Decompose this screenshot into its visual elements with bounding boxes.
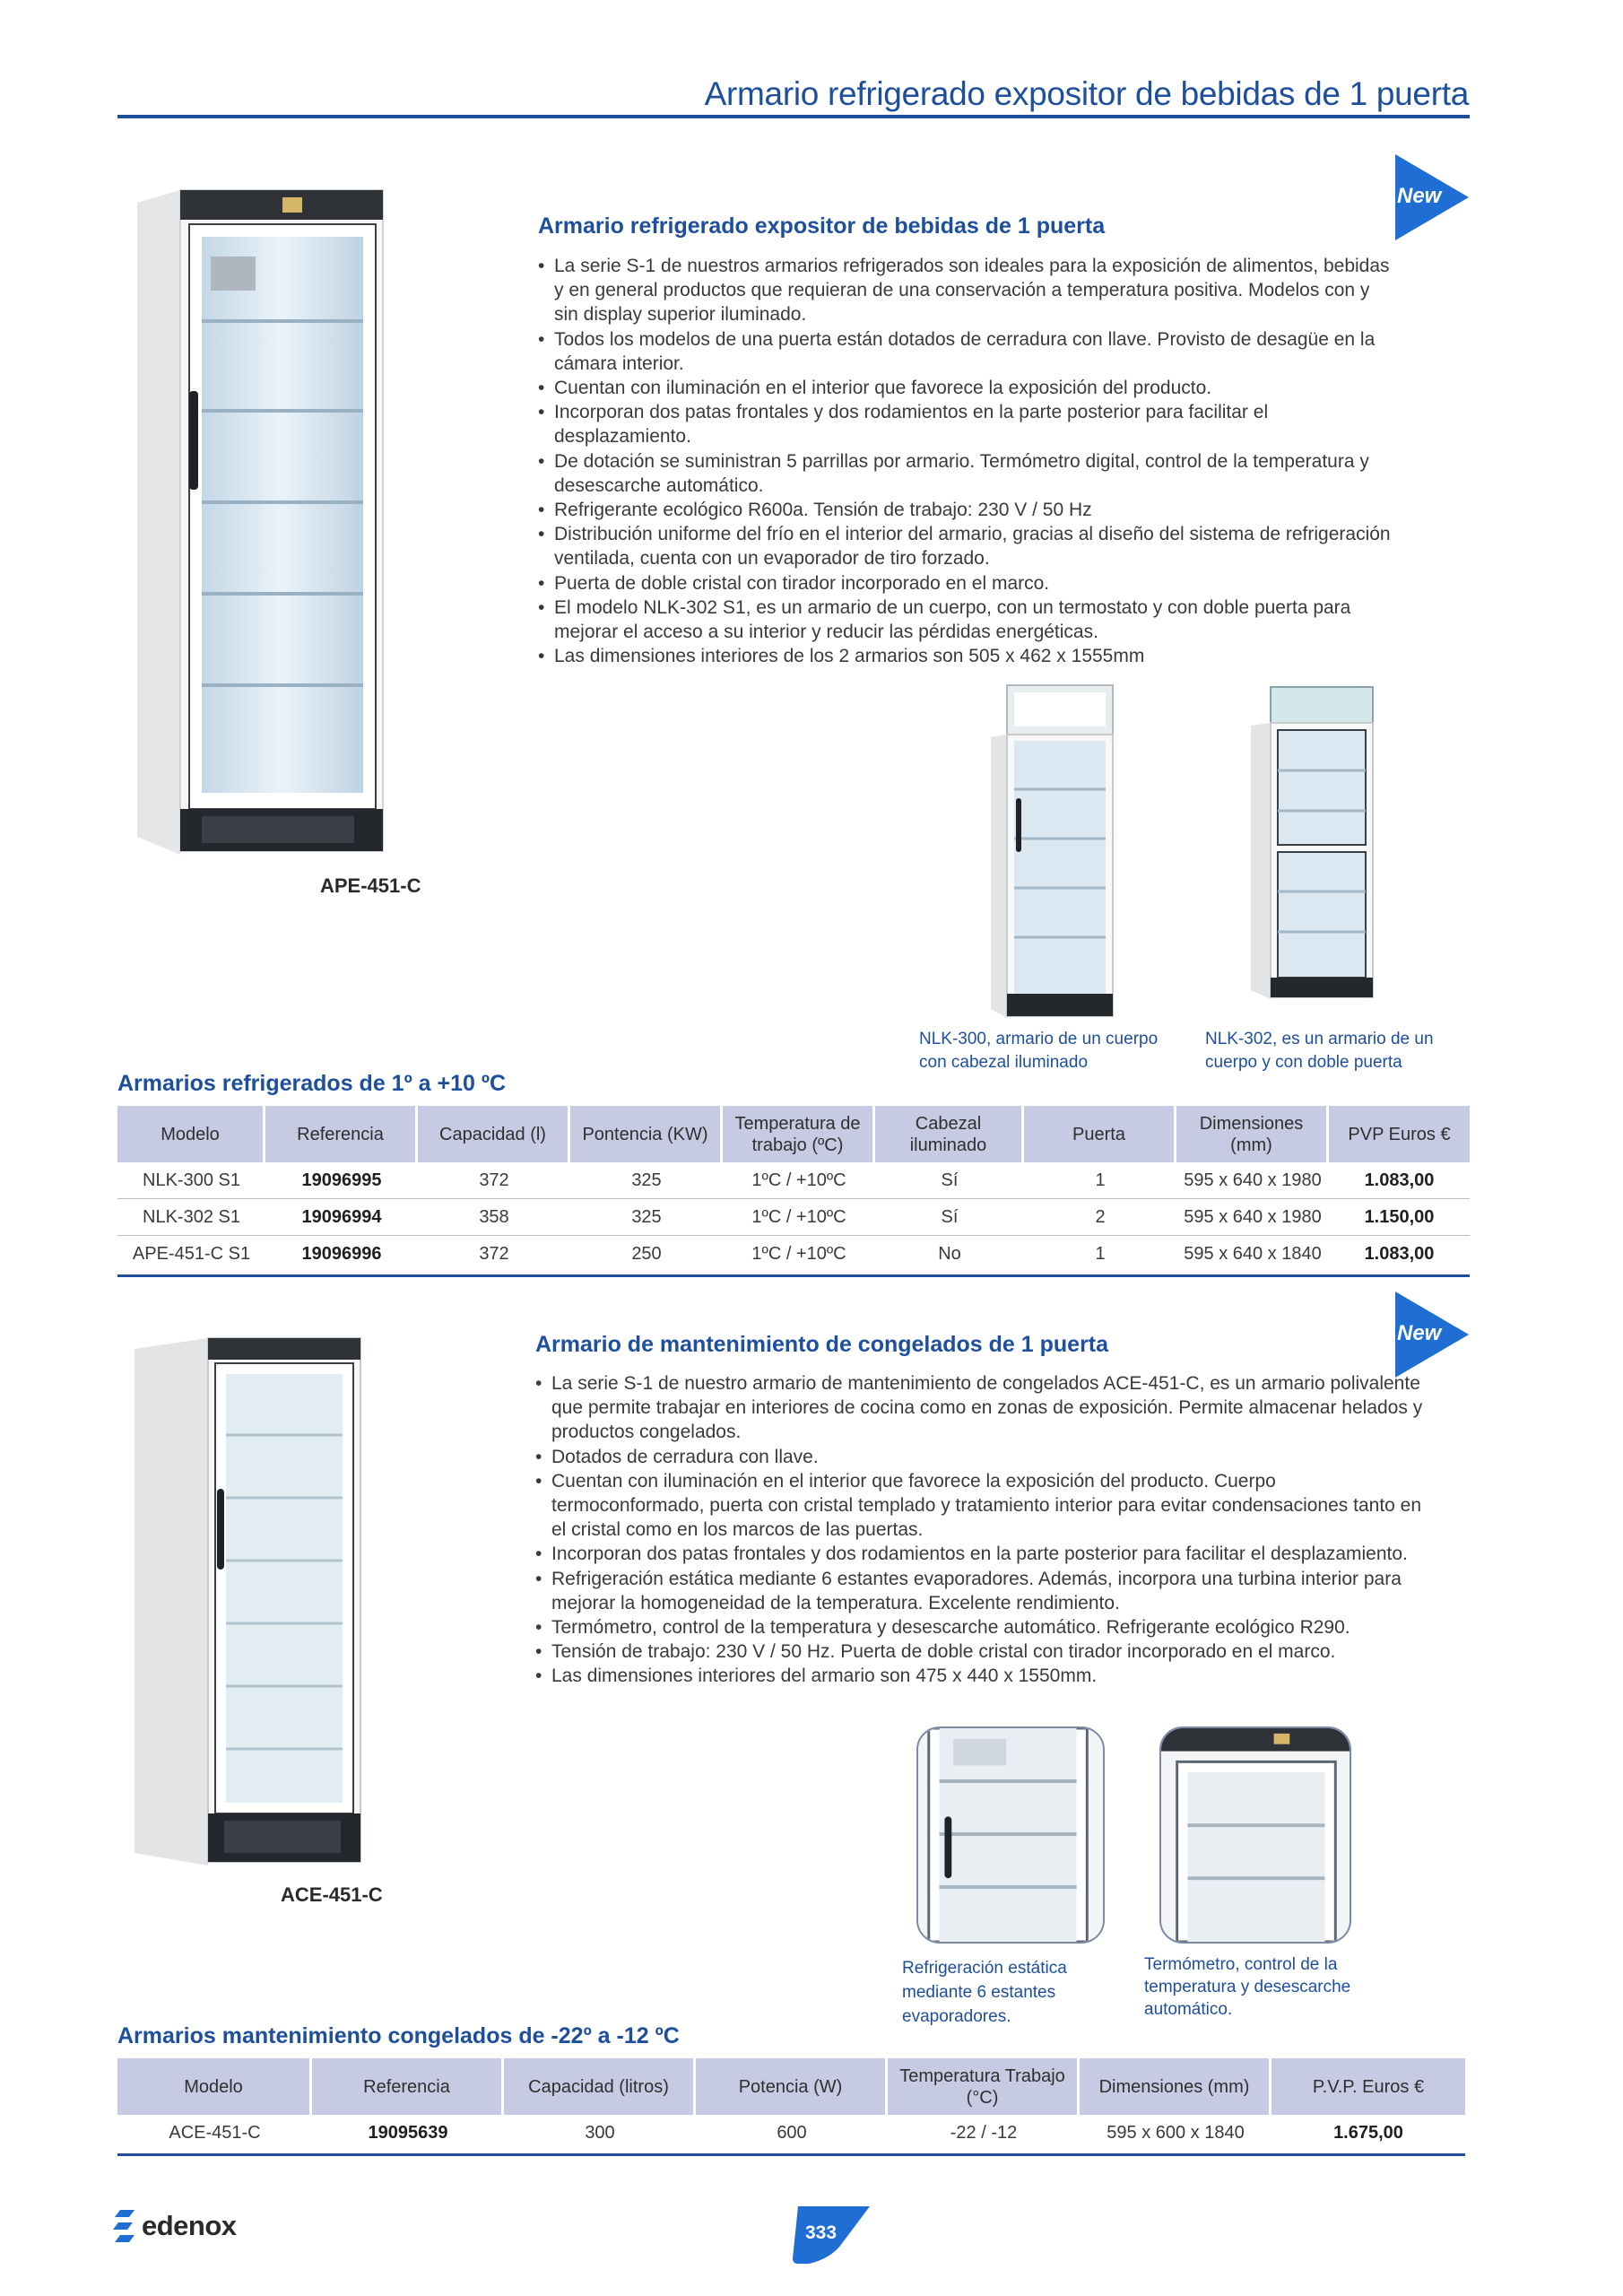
table-cell: 1ºC / +10ºC <box>751 1244 846 1264</box>
caption-shelves: Refrigeración estática mediante 6 estantes evaporadores. <box>902 1959 1067 2026</box>
table-2-header-cell: Temperatura Trabajo (°C) <box>888 2058 1080 2115</box>
table-1-header-cell: Modelo <box>117 1106 265 1162</box>
new-badge-section-2 <box>1395 1292 1469 1378</box>
table-2-header-cell: P.V.P. Euros € <box>1271 2058 1465 2115</box>
table-cell: APE-451-C S1 <box>132 1244 251 1264</box>
table-cell: 358 <box>418 1199 570 1236</box>
table-cell: 300 <box>585 2123 615 2143</box>
shelves-detail-photo <box>916 1726 1105 1944</box>
bullet: • De dotación se suministran 5 parrillas por armario. Termómetro digital, control de la temperatura y desescarche automático. <box>538 449 1399 498</box>
table-cell: 372 <box>418 1162 570 1199</box>
edenox-logo-text: edenox <box>142 2210 237 2241</box>
edenox-logo <box>113 2206 237 2246</box>
bullet: • La serie S-1 de nuestro armario de mantenimiento de congelados ACE-451-C, es un armario polivalente que permite trabajar en interiores de cocina como en zonas de exposición. Permite almacenar helados y productos congelados. <box>535 1371 1423 1445</box>
table-2-header-cell: Dimensiones (mm) <box>1080 2058 1271 2115</box>
bullet: • Todos los modelos de una puerta están dotados de cerradura con llave. Provisto de desagüe en la cámara interior. <box>538 327 1399 376</box>
table-cell: 19096994 <box>265 1199 418 1236</box>
table-cell: No <box>938 1244 961 1264</box>
table-cell: 2 <box>1024 1199 1176 1236</box>
table-cell: 19096995 <box>265 1162 418 1199</box>
table-cell: 1.150,00 <box>1329 1199 1470 1236</box>
page-number: 333 <box>805 2222 838 2243</box>
ace-451-c-label: ACE-451-C <box>281 1883 383 1906</box>
table-cell: -22 / -12 <box>950 2123 1018 2143</box>
table-cell: 1 <box>1024 1162 1176 1199</box>
table-cell: 250 <box>631 1244 662 1264</box>
bullet: • Dotados de cerradura con llave. <box>535 1445 1423 1469</box>
edenox-logo-icon <box>113 2208 135 2244</box>
table-cell: 1ºC / +10ºC <box>723 1199 875 1236</box>
table-row <box>117 1199 1470 1236</box>
bullet: • Refrigerante ecológico R600a. Tensión de trabajo: 230 V / 50 Hz <box>538 498 1399 522</box>
ace-451-c-photo <box>135 1336 364 1866</box>
table-2-header-cell: Referencia <box>312 2058 504 2115</box>
bullet: • Refrigeración estática mediante 6 estantes evaporadores. Además, incorpora una turbina interior para mejorar la homogeneidad de la temperatura. Excelente rendimiento. <box>535 1567 1423 1615</box>
ape-451-c-photo <box>137 187 390 855</box>
ape-451-c-label: APE-451-C <box>320 874 421 897</box>
table-1-bottom-rule <box>117 1274 1470 1277</box>
bullet: • Las dimensiones interiores de los 2 armarios son 505 x 462 x 1555mm <box>538 644 1399 668</box>
bullet: • Puerta de doble cristal con tirador incorporado en el marco. <box>538 571 1399 596</box>
table-2-header-cell: Modelo <box>117 2058 312 2115</box>
table-2-header-row <box>117 2058 1465 2115</box>
thermometer-detail-photo <box>1159 1726 1351 1944</box>
table-1-header-cell: Dimensiones (mm) <box>1176 1106 1329 1162</box>
nlk-300-photo <box>991 682 1116 1018</box>
table-1-header-cell: Capacidad (l) <box>418 1106 570 1162</box>
section-1-heading: Armario refrigerado expositor de bebidas de 1 puerta <box>538 213 1106 239</box>
bullet: • Incorporan dos patas frontales y dos rodamientos en la parte posterior para facilitar el desplazamiento. <box>535 1542 1423 1566</box>
nlk-302-photo <box>1251 685 1376 999</box>
table-2-bottom-rule <box>117 2153 1465 2156</box>
table-cell: 325 <box>570 1199 723 1236</box>
new-badge-label: New <box>1397 1321 1442 1345</box>
page-number-badge <box>789 2206 870 2264</box>
table-cell: 595 x 640 x 1980 <box>1176 1199 1329 1236</box>
table-cell: 372 <box>479 1244 509 1264</box>
bullet: • Tensión de trabajo: 230 V / 50 Hz. Puerta de doble cristal con tirador incorporado en el marco. <box>535 1639 1423 1664</box>
table-1-header-cell: Pontencia (KW) <box>570 1106 723 1162</box>
table-cell: 19095639 <box>368 2123 448 2143</box>
table-cell: 1.083,00 <box>1364 1244 1435 1264</box>
section-2-bullets <box>535 1371 1423 1689</box>
caption-nlk-302: NLK-302, es un armario de un cuerpo y con doble puerta <box>1205 1030 1434 1072</box>
bullet: • El modelo NLK-302 S1, es un armario de un cuerpo, con un termostato y con doble puerta para mejorar el acceso a su interior y reducir las pérdidas energéticas. <box>538 596 1399 644</box>
new-badge-label: New <box>1397 184 1442 208</box>
table-cell: 595 x 640 x 1980 <box>1176 1162 1329 1199</box>
new-badge-section-1 <box>1395 154 1469 240</box>
bullet: • Cuentan con iluminación en el interior que favorece la exposición del producto. <box>538 376 1399 400</box>
table-1-header-cell: Puerta <box>1024 1106 1176 1162</box>
table-cell: NLK-302 S1 <box>117 1199 265 1236</box>
table-row <box>117 1236 1470 1273</box>
table-1-header-cell: Referencia <box>265 1106 418 1162</box>
table-cell: 1ºC / +10ºC <box>723 1162 875 1199</box>
table-2-heading: Armarios mantenimiento congelados de -22º a -12 ºC <box>117 2023 680 2048</box>
table-cell: 19096996 <box>301 1244 382 1264</box>
table-cell: 595 x 640 x 1840 <box>1184 1244 1322 1264</box>
table-cell: 1.675,00 <box>1333 2123 1403 2143</box>
table-1-header-cell: PVP Euros € <box>1329 1106 1470 1162</box>
table-2-header-cell: Capacidad (litros) <box>504 2058 696 2115</box>
table-2 <box>117 2058 1465 2152</box>
table-cell: Sí <box>875 1199 1024 1236</box>
table-1-header-row <box>117 1106 1470 1162</box>
bullet: • La serie S-1 de nuestros armarios refrigerados son ideales para la exposición de alimentos, bebidas y en general productos que requieran de una conservación a temperatura positiva. Modelos con y sin display superior iluminado. <box>538 254 1399 327</box>
table-cell: 1 <box>1095 1244 1106 1264</box>
title-rule <box>117 115 1470 118</box>
table-row <box>117 2115 1465 2152</box>
page-title: Armario refrigerado expositor de bebidas de 1 puerta <box>704 75 1469 112</box>
caption-thermometer: Termómetro, control de la temperatura y desescarche automático. <box>1144 1955 1351 2019</box>
bullet: • Las dimensiones interiores del armario son 475 x 440 x 1550mm. <box>535 1664 1423 1688</box>
table-cell: 1.083,00 <box>1329 1162 1470 1199</box>
table-cell: 595 x 600 x 1840 <box>1107 2123 1245 2143</box>
bullet: • Termómetro, control de la temperatura y desescarche automático. Refrigerante ecológico R290. <box>535 1615 1423 1639</box>
table-row <box>117 1162 1470 1199</box>
table-cell: NLK-300 S1 <box>117 1162 265 1199</box>
table-cell: 600 <box>777 2123 807 2143</box>
table-1-header-cell: Temperatura de trabajo (ºC) <box>723 1106 875 1162</box>
caption-nlk-300: NLK-300, armario de un cuerpo con cabezal iluminado <box>919 1030 1159 1072</box>
section-1-bullets <box>538 254 1399 668</box>
table-cell: ACE-451-C <box>169 2123 261 2143</box>
bullet: • Cuentan con iluminación en el interior que favorece la exposición del producto. Cuerpo termoconformado, puerta con cristal templado y tratamiento interior para evitar condensaciones tanto en el cristal como en los marcos de las puertas. <box>535 1469 1423 1543</box>
section-2-heading: Armario de mantenimiento de congelados de 1 puerta <box>535 1332 1109 1357</box>
table-1-heading: Armarios refrigerados de 1º a +10 ºC <box>117 1071 507 1096</box>
table-cell: Sí <box>875 1162 1024 1199</box>
table-1-header-cell: Cabezal iluminado <box>875 1106 1024 1162</box>
table-2-header-cell: Potencia (W) <box>696 2058 888 2115</box>
bullet: • Incorporan dos patas frontales y dos rodamientos en la parte posterior para facilitar el desplazamiento. <box>538 400 1399 448</box>
table-cell: 325 <box>570 1162 723 1199</box>
table-1 <box>117 1106 1470 1273</box>
bullet: • Distribución uniforme del frío en el interior del armario, gracias al diseño del sistema de refrigeración ventilada, cuenta con un evaporador de tiro forzado. <box>538 522 1399 570</box>
